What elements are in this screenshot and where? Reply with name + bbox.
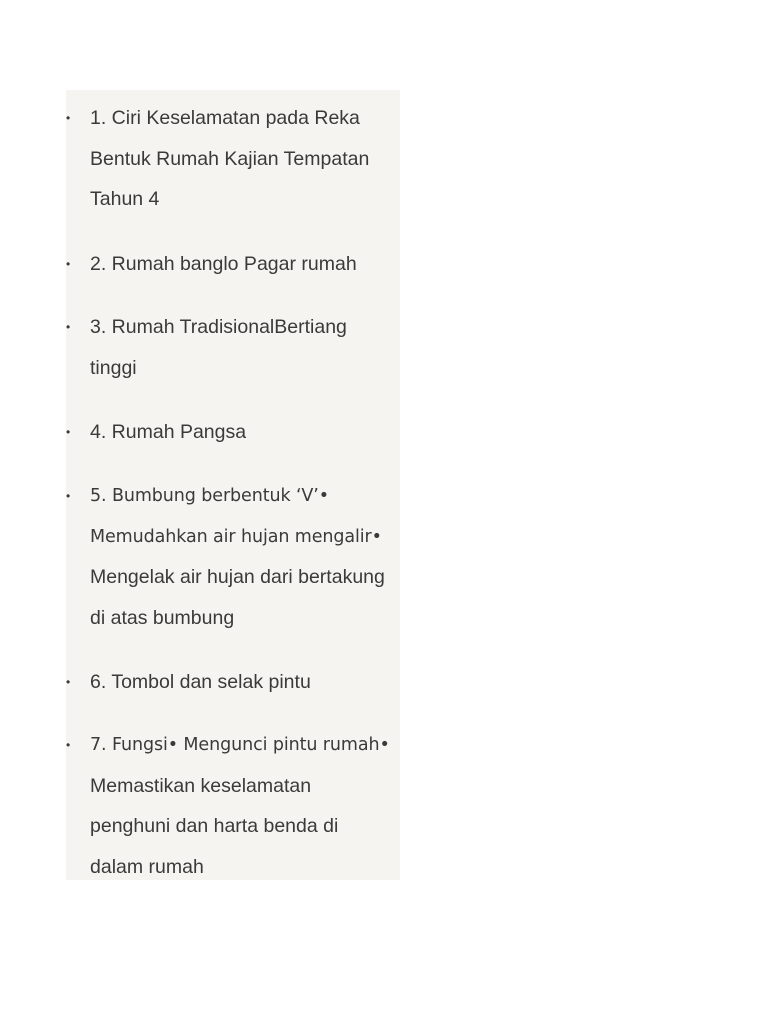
list-item-line: penghuni dan harta benda di bbox=[90, 815, 339, 837]
list-item-line: dalam rumah bbox=[90, 855, 204, 878]
list-item-line: Bentuk Rumah Kajian Tempatan bbox=[90, 147, 370, 170]
bullet-icon: • bbox=[66, 675, 71, 689]
bullet-icon: • bbox=[66, 257, 71, 271]
list-item-line: 3. Rumah TradisionalBertiang bbox=[90, 316, 347, 338]
list-item-line: 2. Rumah banglo Pagar rumah bbox=[90, 253, 357, 275]
list-item-line: tinggi bbox=[90, 356, 137, 379]
list-item-line: Mengelak air hujan dari bertakung bbox=[90, 566, 385, 588]
list-item-line: Memastikan keselamatan bbox=[90, 774, 312, 797]
list-item-line: 4. Rumah Pangsa bbox=[90, 421, 247, 443]
list-item-line: Memudahkan air hujan mengalir• bbox=[90, 526, 382, 547]
bullet-icon: • bbox=[66, 111, 71, 125]
document-panel bbox=[66, 90, 400, 880]
list-item-line: 1. Ciri Keselamatan pada Reka bbox=[90, 107, 360, 129]
list-item-line: 5. Bumbung berbentuk ‘V’• bbox=[90, 486, 329, 506]
bullet-icon: • bbox=[66, 320, 71, 334]
list-item-line: 6. Tombol dan selak pintu bbox=[90, 671, 311, 693]
bullet-icon: • bbox=[66, 425, 71, 439]
list-item-line: di atas bumbung bbox=[90, 606, 235, 629]
list-item-line: 7. Fungsi• Mengunci pintu rumah• bbox=[90, 735, 390, 755]
bullet-icon: • bbox=[66, 738, 71, 752]
bullet-icon: • bbox=[66, 489, 71, 503]
list-item-line: Tahun 4 bbox=[90, 188, 160, 210]
